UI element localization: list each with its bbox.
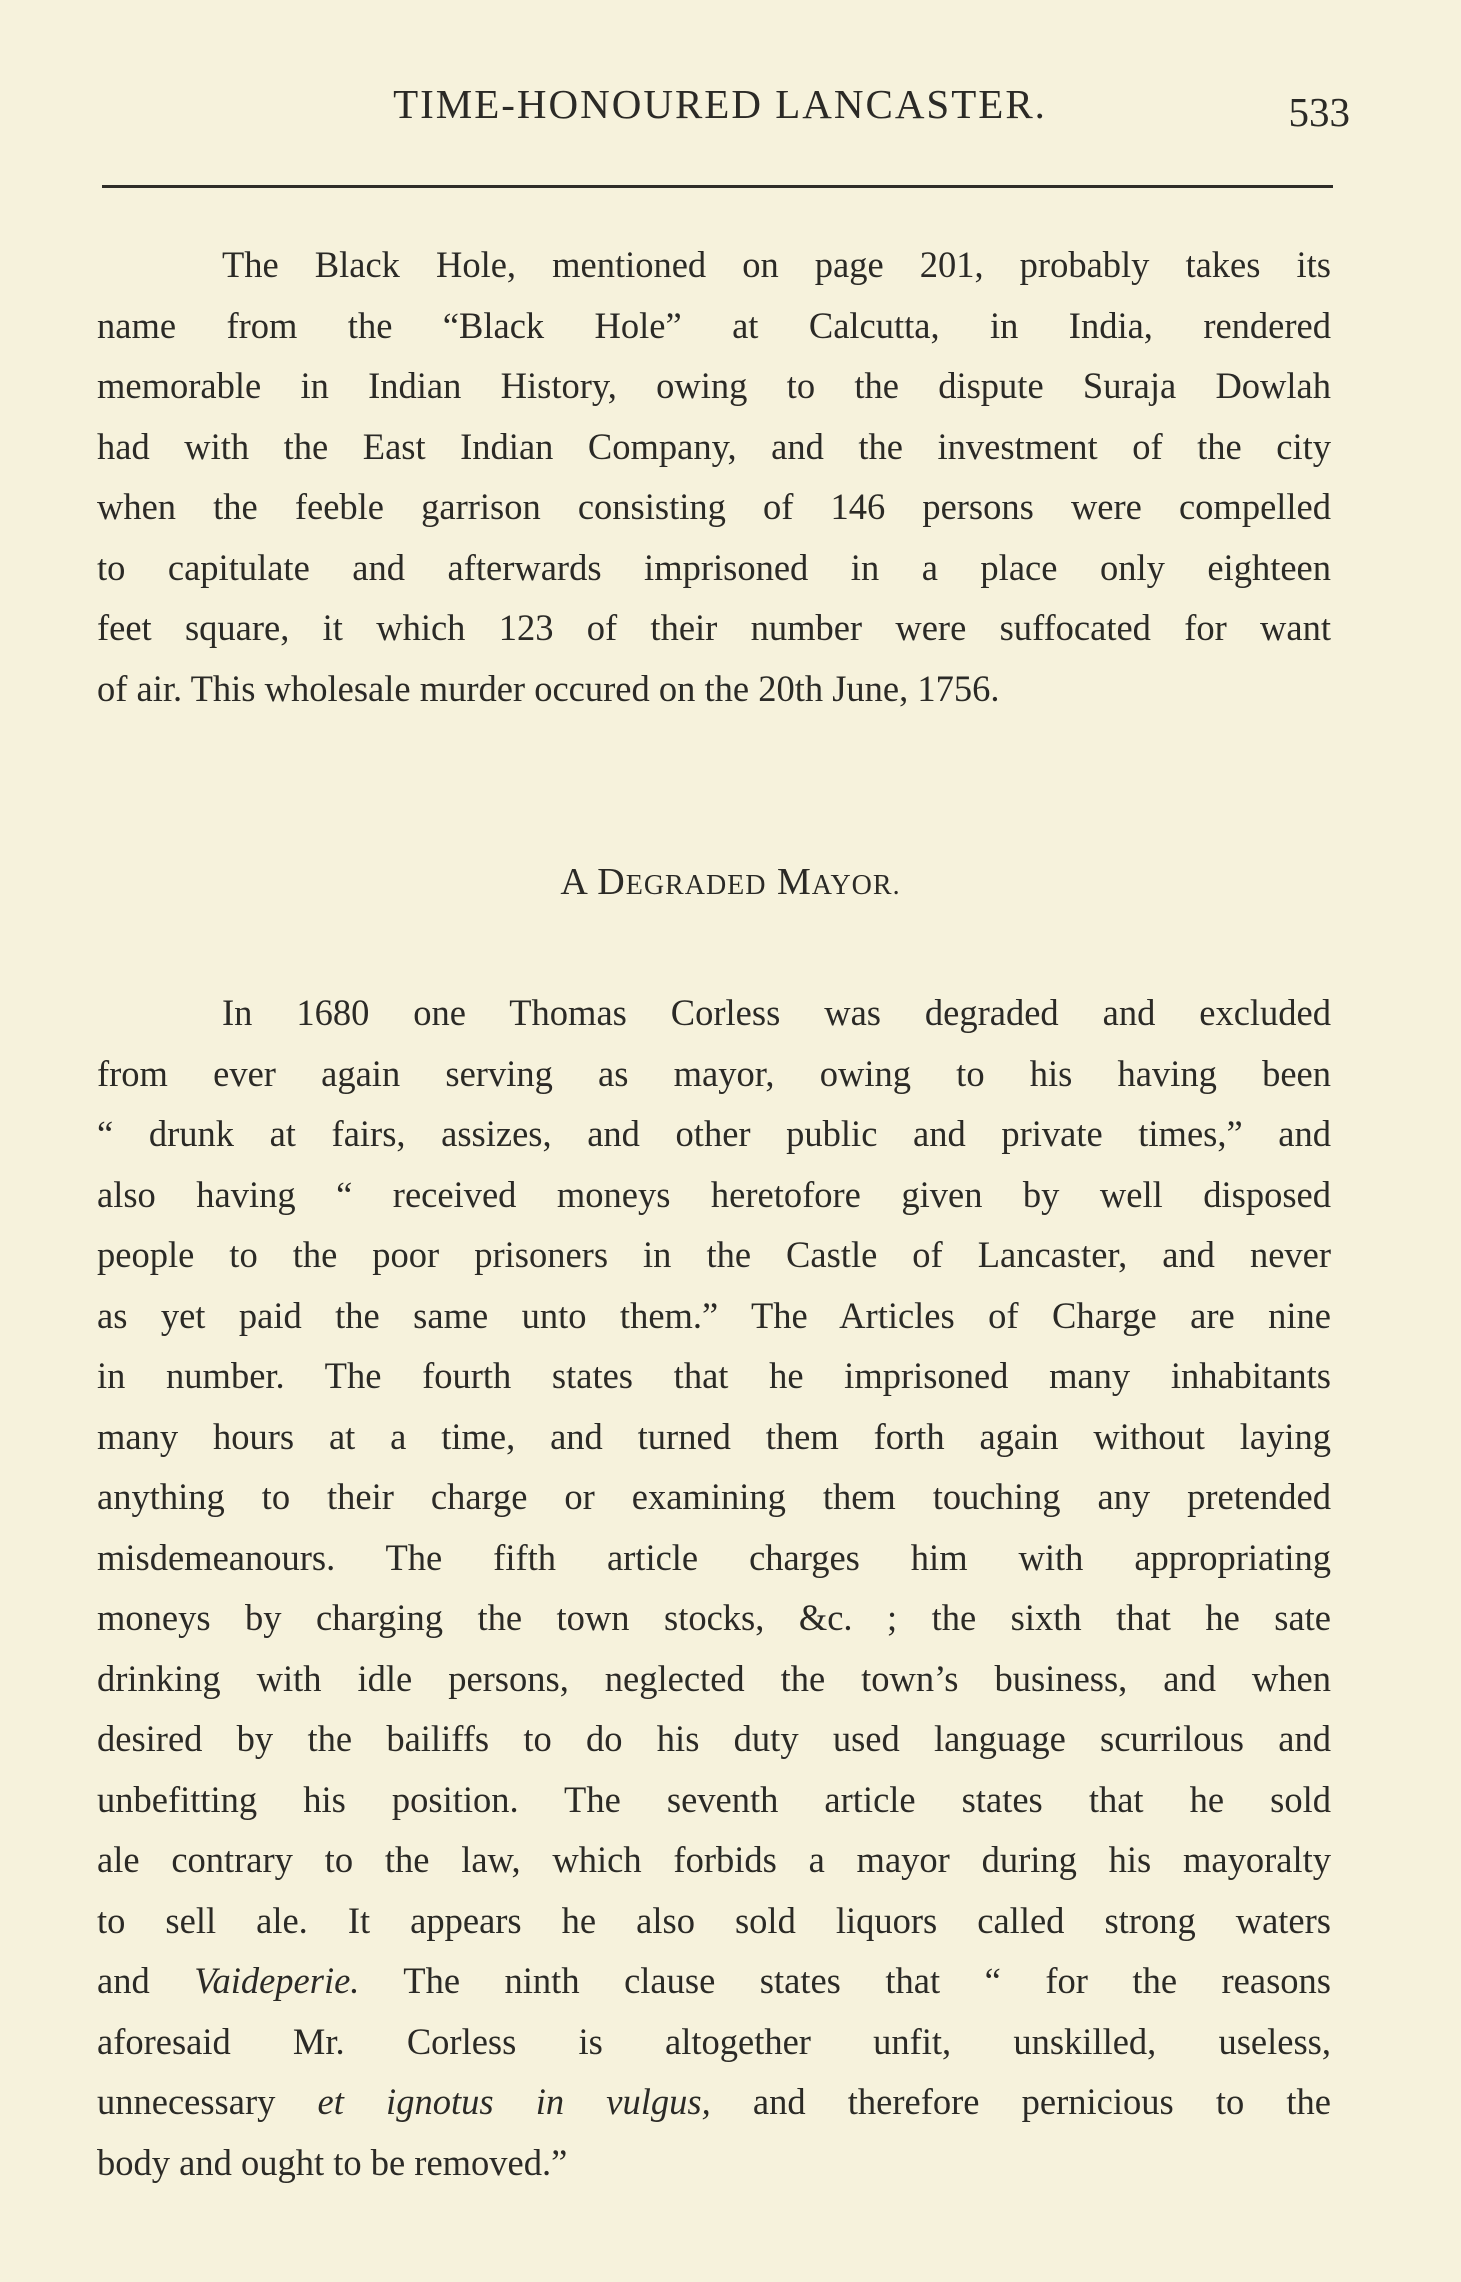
text-line: body and ought to be removed.”	[97, 2141, 568, 2183]
text-line: “ drunk at fairs, assizes, and other public and private times,” and	[97, 1113, 1331, 1154]
heading-smallcaps: EGRADED	[625, 870, 767, 901]
text-line: desired by the bailiffs to do his duty used language scurrilous and	[97, 1718, 1331, 1759]
text-line: unbefitting his position. The seventh article states that he sold	[97, 1778, 1331, 1820]
text-line: also having “ received moneys heretofore given by well disposed	[97, 1173, 1331, 1215]
text-line: of air. This wholesale murder occured on the 20th June, 1756.	[97, 667, 1000, 709]
text-line: memorable in Indian History, owing to the dispute Suraja Dowlah	[97, 365, 1331, 406]
text-line: when the feeble garrison consisting of 146 persons were compelled	[97, 486, 1331, 527]
text-line: in number. The fourth states that he imprisoned many inhabitants	[97, 1355, 1331, 1396]
text-fragment: and	[97, 1960, 195, 2001]
text-line: drinking with idle persons, neglected the town’s business, and when	[97, 1657, 1331, 1699]
header-rule	[102, 185, 1333, 188]
heading-initial: A	[560, 861, 587, 903]
running-title: TIME-HONOURED LANCASTER.	[393, 81, 1047, 127]
text-line: to sell ale. It appears he also sold liquors called strong waters	[97, 1899, 1331, 1941]
text-line: from ever again serving as mayor, owing to his having been	[97, 1052, 1331, 1094]
paragraph-degraded-mayor	[97, 983, 1331, 2193]
section-heading	[0, 860, 1461, 904]
italic-latin-phrase: et ignotus in vulgus,	[317, 2081, 711, 2122]
running-head	[100, 80, 1350, 140]
text-line: as yet paid the same unto them.” The Articles of Charge are nine	[97, 1294, 1331, 1336]
text-line: The Black Hole, mentioned on page 201, probably takes its	[222, 244, 1331, 285]
heading-initial: M	[766, 861, 812, 903]
text-line: In 1680 one Thomas Corless was degraded and excluded	[222, 992, 1331, 1033]
page-number: 533	[1288, 89, 1350, 135]
italic-term: Vaideperie.	[194, 1960, 360, 2001]
text-line: anything to their charge or examining them touching any pretended	[97, 1476, 1331, 1517]
text-fragment: and therefore pernicious to the	[710, 2081, 1331, 2122]
text-line: misdemeanours. The fifth article charges him with appropriating	[97, 1536, 1331, 1578]
text-fragment: The ninth clause states that “ for the reasons	[359, 1960, 1331, 2001]
text-line: to capitulate and afterwards imprisoned in a place only eighteen	[97, 546, 1331, 588]
text-fragment: unnecessary	[97, 2081, 318, 2122]
text-line: aforesaid Mr. Corless is altogether unfit, unskilled, useless,	[97, 2020, 1331, 2062]
text-line: name from the “Black Hole” at Calcutta, in India, rendered	[97, 304, 1331, 346]
text-line	[97, 1951, 1331, 2012]
text-line: ale contrary to the law, which forbids a mayor during his mayoralty	[97, 1839, 1331, 1880]
text-line: moneys by charging the town stocks, &c. ; the sixth that he sate	[97, 1597, 1331, 1638]
text-line: had with the East Indian Company, and the investment of the city	[97, 425, 1331, 467]
text-line: people to the poor prisoners in the Castle of Lancaster, and never	[97, 1234, 1331, 1275]
paragraph-black-hole	[97, 235, 1331, 719]
heading-initial: D	[586, 861, 626, 903]
text-line: many hours at a time, and turned them forth again without laying	[97, 1415, 1331, 1457]
heading-smallcaps: AYOR.	[811, 870, 901, 901]
text-line	[97, 2072, 1331, 2133]
text-line: feet square, it which 123 of their number were suffocated for want	[97, 607, 1331, 648]
